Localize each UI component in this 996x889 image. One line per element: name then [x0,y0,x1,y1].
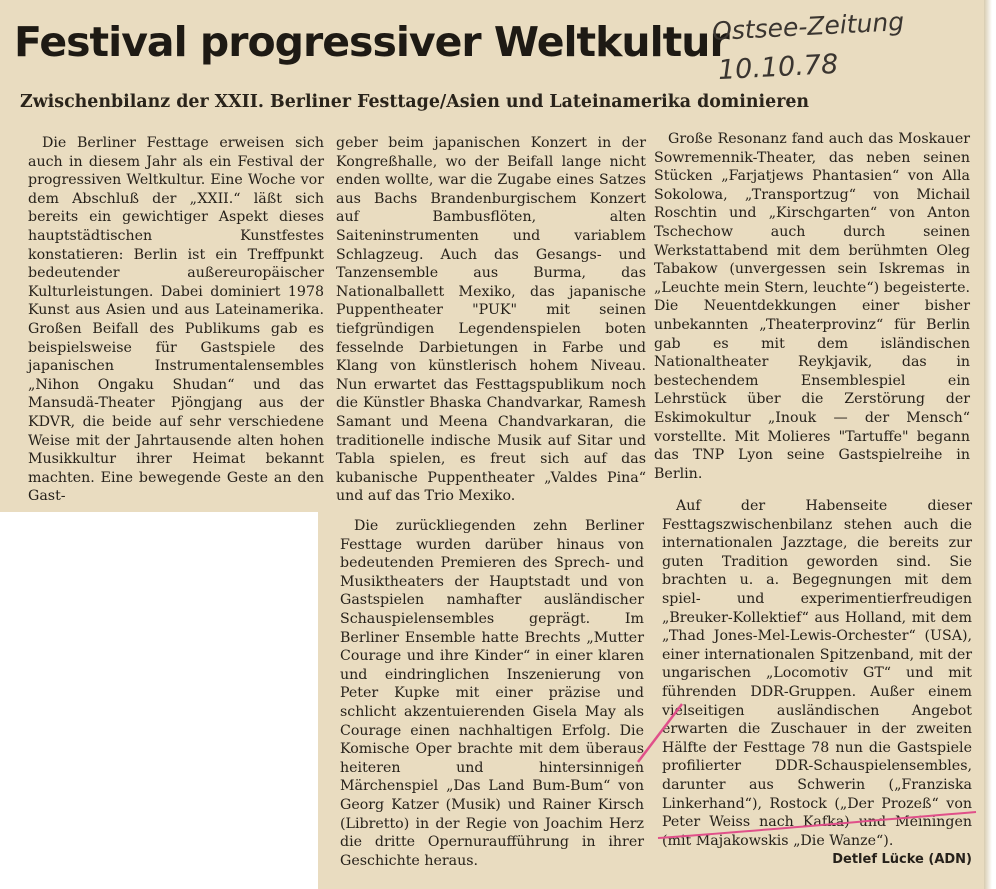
handwritten-source: Ostsee-Zeitung [711,6,905,47]
column-3 [654,130,970,483]
column-2 [336,134,646,506]
headline: Festival progressiver Weltkultur [14,18,729,66]
subheadline: Zwischenbilanz der XXII. Berliner Festtage/Asien und Lateinamerika dominieren [20,92,810,112]
byline-row [662,850,972,870]
paragraph: Auf der Habenseite dieser Festtagszwischenbilanz stehen auch die internationalen Jazztage, die bereits zur guten Tradition geworden sind. Sie brachten u. a. Begegnungen mit dem spiel- und experimentierfreudigen „Breuker-Kollektief“ aus Holland, mit dem „Thad Jones-Mel-Lewis-Orchester“ (USA), einer internationalen Spitzenband, mit der ungarischen „Locomotiv GT“ und mit führenden DDR-Gruppen. Außer einem vielseitigen ausländischen Angebot erwarten die Zuschauer in der zweiten Hälfte der Festtage 78 nun die Gastspiele profilierter DDR-Schauspielensembles, darunter aus Schwerin („Franziska Linkerhand“), Rostock („Der Prozeß“ von Peter Weiss nach Kafka) und Meiningen (mit Majakowskis „Die Wanze“). [662,498,972,849]
paragraph: geber beim japanischen Konzert in der Kongreßhalle, wo der Beifall lange nicht enden wollte, war die Zugabe eines Satzes aus Bachs Brandenburgischem Konzert auf Bambusflöten, alten Saiteninstrumenten und variablem Schlagzeug. Auch das Gesangs- und Tanzensemble aus Burma, das Nationalballett Mexiko, das japanische Puppentheater "PUK" mit seinen tiefgründigen Legendenspielen boten fesselnde Darbietungen in Farbe und Klang von künstlerisch hohem Niveau. Nun erwartet das Festtagspublikum noch die Künstler Bhaska Chandvarkar, Ramesh Samant und Meena Chandvarkaran, die traditionelle indische Musik auf Sitar und Tabla spielen, es freut sich auf das kubanische Puppentheater „Valdes Pina“ und auf das Trio Mexiko. [336,135,646,505]
column-2-lower [340,517,644,870]
paragraph: Große Resonanz fand auch das Moskauer Sowremennik-Theater, das neben seinen Stücken „Farjatjews Phantasien“ von Alla Sokolowa, „Transportzug“ von Michail Roschtin und „Kirschgarten“ von Anton Tschechow auch durch seinen Werkstattabend mit dem berühmten Oleg Tabakow (unvergessen sein Iskremas in „Leuchte mein Stern, leuchte“) begeisterte. Die Neuentdekkungen einer bisher unbekannten „Theaterprovinz“ für Berlin gab es mit dem isländischen Nationaltheater Reykjavik, das in bestechendem Ensemblespiel ein Lehrstück über die Zerstörung der Eskimokultur „Inouk — der Mensch“ vorstellte. Mit Molieres "Tartuffe" begann das TNP Lyon seine Gastspielreihe in Berlin. [654,131,970,482]
column-1 [28,134,324,506]
paragraph: Die zurückliegenden zehn Berliner Festtage wurden darüber hinaus von bedeutenden Premieren des Sprech- und Musiktheaters der Hauptstadt und von Gastspielen namhafter ausländischer Schauspielensembles geprägt. Im Berliner Ensemble hatte Brechts „Mutter Courage und ihre Kinder“ in einer klaren und eindringlichen Inszenierung von Peter Kupke mit einer präzise und schlicht akzentuierenden Gisela May als Courage einen nachhaltigen Erfolg. Die Komische Oper brachte mit dem überaus heiteren und hintersinnigen Märchenspiel „Das Land Bum-Bum“ von Georg Katzer (Musik) und Rainer Kirsch (Libretto) in der Regie von Joachim Herz die dritte Opernuraufführung in ihrer Geschichte heraus. [340,518,644,869]
column-3-lower [662,497,972,870]
handwritten-date: 10.10.78 [717,48,839,87]
paragraph: Die Berliner Festtage erweisen sich auch in diesem Jahr als ein Festival der progressiven Weltkultur. Eine Woche vor dem Abschluß der „XXII.“ läßt sich bereits ein gewichtiger Aspekt dieses hauptstädtischen Kunstfestes konstatieren: Berlin ist ein Treffpunkt bedeutender außereuropäischer Kulturleistungen. Dabei dominiert 1978 Kunst aus Asien und aus Lateinamerika. Großen Beifall des Publikums gab es beispielsweise für Gastspiele des japanischen Instrumentalensembles „Nihon Ongaku Shudan“ und das Mansudä-Theater Pjöngjang aus der KDVR, die beide auf sehr verschiedene Weise mit der Jahrtausende alten hohen Musikkultur ihrer Heimat bekannt machten. Eine bewegende Geste an den Gast- [28,135,324,505]
clipping-edge-shadow [984,0,992,889]
handwritten-note [711,6,952,90]
byline: Detlef Lücke (ADN) [832,852,972,868]
